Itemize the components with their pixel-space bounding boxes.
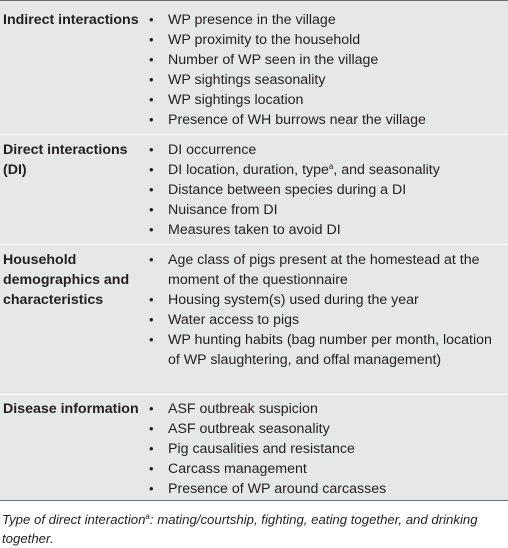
list-item: • Nuisance from DI (149, 202, 278, 218)
category-label: Indirect interactions (3, 12, 139, 28)
bullet-icon: • (149, 481, 154, 496)
bullet-icon: • (149, 182, 154, 197)
item-list (147, 140, 499, 240)
bullet-icon: • (149, 92, 154, 107)
bullet-icon: • (149, 312, 154, 327)
bullet-icon: • (149, 142, 154, 157)
item-list (147, 10, 499, 130)
bullet-icon: • (149, 72, 154, 87)
list-item: • Presence of WH burrows near the village (149, 112, 426, 128)
table-footnote: Type of direct interaction$^a$: mating/courtship, fighting, eating together, and drinking together. (2, 512, 478, 546)
bullet-icon: • (149, 441, 154, 456)
table-top-rule (0, 0, 508, 1)
table-bottom-rule (0, 500, 508, 501)
bullet-icon: • (149, 421, 154, 436)
bullet-icon: • (149, 52, 154, 67)
footnote-marker: a (328, 162, 334, 171)
item-list (147, 250, 499, 370)
list-item: • ASF outbreak seasonality (149, 421, 330, 437)
list-item: • WP sightings location (149, 92, 304, 108)
list-item: • Water access to pigs (149, 312, 300, 328)
bullet-icon: • (149, 162, 154, 177)
footnote-marker: a (145, 512, 150, 521)
list-item: • Carcass management (149, 461, 307, 477)
bullet-icon: • (149, 12, 154, 27)
bullet-icon: • (149, 32, 154, 47)
row-separator (0, 134, 508, 135)
list-item: • Pig causalities and resistance (149, 441, 355, 457)
category-label: Household demographics and characteristics (3, 252, 130, 308)
category-label: Disease information (3, 401, 139, 417)
list-item: • WP sightings seasonality (149, 72, 326, 88)
item-list (147, 399, 499, 499)
list-item: • Presence of WP around carcasses (149, 481, 387, 497)
bullet-icon: • (149, 461, 154, 476)
bullet-icon: • (149, 202, 154, 217)
bullet-icon: • (149, 332, 154, 347)
list-item: • WP hunting habits (bag number per month, location of WP slaughtering, and offal management) (149, 332, 492, 368)
bullet-icon: • (149, 401, 154, 416)
list-item: • DI occurrence (149, 142, 257, 158)
bullet-icon: • (149, 112, 154, 127)
bullet-icon: • (149, 222, 154, 237)
category-label: Direct interactions (DI) (3, 142, 128, 178)
list-item: • Number of WP seen in the village (149, 52, 379, 68)
list-item: • ASF outbreak suspicion (149, 401, 318, 417)
row-separator (0, 244, 508, 245)
row-separator (0, 394, 508, 395)
list-item: • Age class of pigs present at the homestead at the moment of the questionnaire (149, 252, 480, 288)
list-item: • WP presence in the village (149, 12, 336, 28)
bullet-icon: • (149, 292, 154, 307)
list-item: • DI location, duration, type$^a$, and seasonality (149, 162, 440, 178)
list-item: • Distance between species during a DI (149, 182, 407, 198)
bullet-icon: • (149, 252, 154, 267)
list-item: • Measures taken to avoid DI (149, 222, 341, 238)
list-item: • WP proximity to the household (149, 32, 361, 48)
list-item: • Housing system(s) used during the year (149, 292, 419, 308)
